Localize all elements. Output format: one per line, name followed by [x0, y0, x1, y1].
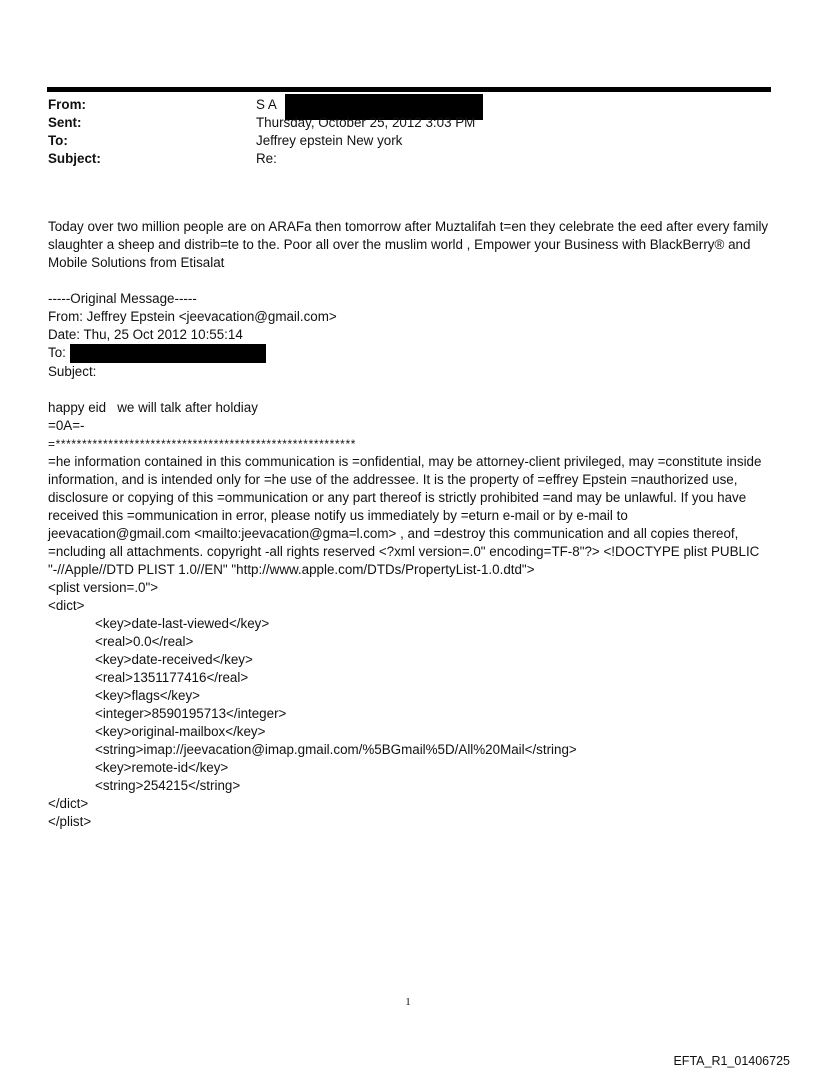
dict-line: <string>imap://jeevacation@imap.gmail.com/%5BGmail%5D/All%20Mail</string> — [95, 742, 577, 757]
separator-stars: =********************************************************* — [48, 437, 356, 451]
dict-line: <key>flags</key> — [95, 688, 200, 703]
sent-label: Sent: — [48, 115, 82, 130]
from-row — [48, 96, 768, 114]
original-message-marker: -----Original Message----- — [48, 291, 197, 306]
original-date: Date: Thu, 25 Oct 2012 10:55:14 — [48, 327, 243, 342]
sent-value: Thursday, October 25, 2012 3:03 PM — [256, 115, 476, 130]
original-from: From: Jeffrey Epstein <jeevacation@gmail.com> — [48, 309, 337, 324]
page-number: 1 — [405, 996, 411, 1008]
plist-close: </plist> — [48, 814, 92, 829]
dict-line: <key>date-received</key> — [95, 652, 253, 667]
original-to — [48, 344, 773, 363]
email-header — [48, 96, 768, 168]
reply-paragraph: Today over two million people are on ARAFa then tomorrow after Muztalifah t=en they celebrate the eed after every family slaughter a sheep and distrib=te to the. Poor all over the muslim world , Empower your Business with BlackBerry® and Mobile Solutions from Etisalat — [48, 219, 769, 270]
dict-line: <integer>8590195713</integer> — [95, 706, 287, 721]
disclaimer-paragraph: =he information contained in this communication is =onfidential, may be attorney-client privileged, may =constitute inside information, and is intended only for =he use of the addressee. It is the property of =effrey Epstein =nauthorized use, disclosure or copying of this =ommunication or any part thereof is strictly prohibited =and may be unlawful. If you have received this =ommunication in error, please notify us immediately by =eturn e-mail or by e-mail to jeevacation@gmail.com <mailto:jeevacation@gma=l.com> , and =destroy this communication and all copies thereof, =ncluding all attachments. copyright -all rights reserved <?xml version=.0" encoding=TF-8"?> <!DOCTYPE plist PUBLIC "-//Apple//DTD PLIST 1.0//EN" "http://www.apple.com/DTDs/PropertyList-1.0.dtd"> — [48, 454, 762, 577]
from-sender: S A — [256, 97, 277, 112]
header-rule — [47, 87, 771, 92]
encoded-line: =0A=- — [48, 418, 85, 433]
dict-line: <real>0.0</real> — [95, 634, 194, 649]
to-label: To: — [48, 133, 68, 148]
dict-line: <key>date-last-viewed</key> — [95, 616, 270, 631]
dict-close: </dict> — [48, 796, 89, 811]
dict-open: <dict> — [48, 598, 85, 613]
message-line: happy eid we will talk after holdiay — [48, 400, 258, 415]
dict-line: <key>remote-id</key> — [95, 760, 229, 775]
subject-row — [48, 150, 768, 168]
sent-row — [48, 114, 768, 132]
dict-line: <real>1351177416</real> — [95, 670, 249, 685]
original-to-label: To: — [48, 345, 66, 360]
dict-line: <key>original-mailbox</key> — [95, 724, 266, 739]
from-label: From: — [48, 97, 86, 112]
to-row — [48, 132, 768, 150]
email-body — [48, 218, 773, 831]
to-value: Jeffrey epstein New york — [256, 133, 403, 148]
redaction-box — [70, 344, 266, 363]
bates-number: EFTA_R1_01406725 — [673, 1054, 790, 1068]
dict-line: <string>254215</string> — [95, 778, 241, 793]
subject-label: Subject: — [48, 151, 101, 166]
plist-open: <plist version=.0"> — [48, 580, 159, 595]
subject-value: Re: — [256, 151, 277, 166]
original-subject: Subject: — [48, 364, 97, 379]
